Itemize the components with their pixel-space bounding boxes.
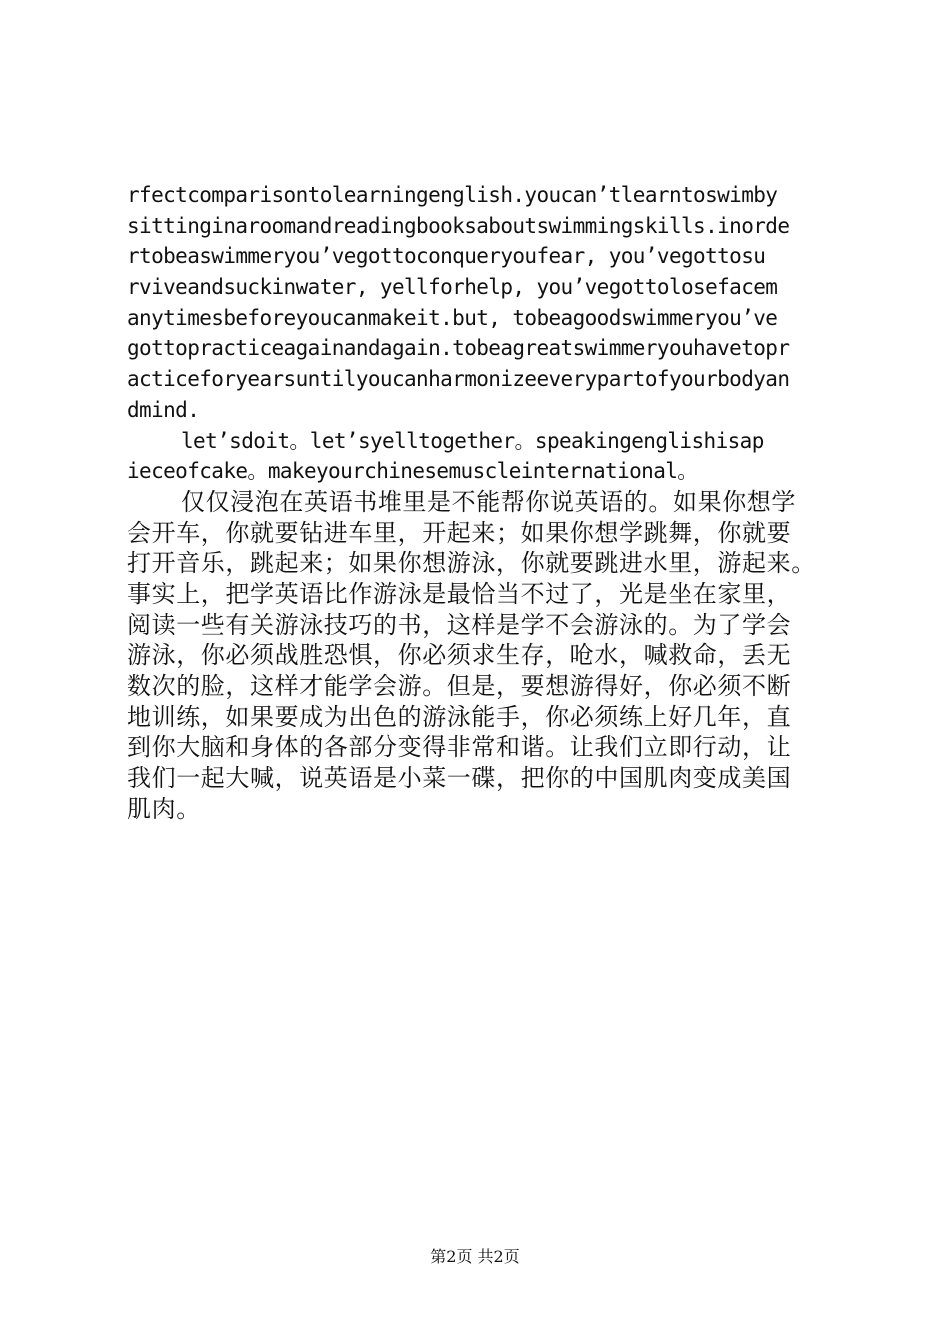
text-line: rtobeaswimmeryou’vegottoconqueryoufear, you’vegottosu	[127, 244, 766, 269]
text-line: ieceofcake。makeyourchinesemuscleinternational。	[127, 459, 698, 484]
text-line: anytimesbeforeyoucanmakeit.but, tobeagoodswimmeryou’ve	[127, 305, 778, 330]
text-line: rfectcomparisontolearningenglish.youcan’tlearntoswimby	[127, 183, 778, 207]
paragraph-lets-do-it	[127, 426, 837, 487]
paragraph-english-swimming	[127, 180, 837, 426]
text-line: 数次的脸，这样才能学会游。但是，要想游得好，你必须不断	[127, 672, 792, 700]
text-line: let’sdoit。let’syelltogether。speakingenglishisap	[181, 428, 764, 453]
text-line: 肌肉。	[127, 794, 201, 823]
page-number-footer: 第2页 共2页	[430, 1247, 520, 1266]
text-line: gottopracticeagainandagain.tobeagreatswimmeryouhavetopr	[127, 336, 790, 361]
text-line: 到你大脑和身体的各部分变得非常和谐。让我们立即行动，让	[127, 733, 792, 762]
text-line: sittinginaroomandreadingbooksaboutswimmingskills.inorde	[127, 213, 790, 238]
text-line: 我们一起大喊，说英语是小菜一碟，把你的中国肌肉变成美国	[127, 764, 792, 793]
paragraph-chinese	[127, 487, 837, 825]
text-line: acticeforyearsuntilyoucanharmonizeeverypartofyourbodyan	[127, 367, 790, 392]
text-line: dmind.	[127, 397, 200, 422]
text-line: 会开车，你就要钻进车里，开起来；如果你想学跳舞，你就要	[127, 518, 792, 547]
body-text	[127, 180, 837, 824]
text-line: 事实上，把学英语比作游泳是最恰当不过了，光是坐在家里，	[127, 579, 792, 608]
text-line: 阅读一些有关游泳技巧的书，这样是学不会游泳的。为了学会	[127, 610, 792, 639]
text-line: 地训练，如果要成为出色的游泳能手，你必须练上好几年，直	[127, 702, 792, 731]
text-line: 打开音乐，跳起来；如果你想游泳，你就要跳进水里，游起来。	[127, 549, 816, 578]
text-line: rviveandsuckinwater, yellforhelp, you’vegottolosefacem	[127, 275, 778, 300]
text-line: 仅仅浸泡在英语书堆里是不能帮你说英语的。如果你想学	[181, 487, 796, 516]
text-line: 游泳，你必须战胜恐惧，你必须求生存，呛水，喊救命，丢无	[127, 641, 792, 670]
